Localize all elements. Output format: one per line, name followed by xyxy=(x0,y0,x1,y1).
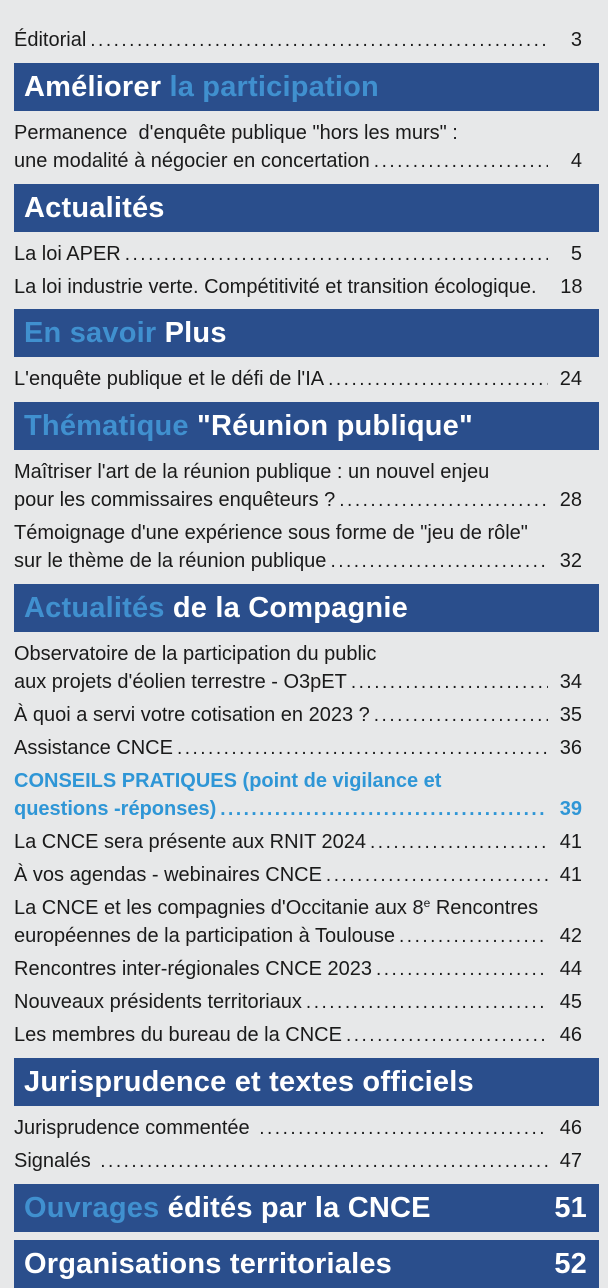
toc-entry[interactable] xyxy=(14,828,582,857)
toc-section-banner xyxy=(14,402,599,450)
page-number: 41 xyxy=(559,831,582,853)
page-number: 24 xyxy=(559,368,582,390)
banner-text-primary: de la Compagnie xyxy=(172,591,408,624)
toc-entry-title: Maîtriser l'art de la réunion publique : un nouvel enjeu xyxy=(14,461,490,483)
dot-leader xyxy=(330,547,548,576)
page-number: 5 xyxy=(570,243,582,265)
banner-text-accent: Ouvrages xyxy=(24,1191,168,1224)
toc-entry[interactable] xyxy=(14,767,582,824)
toc-entry-title: Permanence d'enquête publique "hors les murs" : xyxy=(14,122,458,144)
toc-entry-title: une modalité à négocier en concertation xyxy=(14,150,370,172)
toc-entry-title: Nouveaux présidents territoriaux xyxy=(14,991,302,1013)
toc-entry[interactable] xyxy=(14,26,582,55)
toc-entry-title: questions -réponses) xyxy=(14,798,217,820)
toc-entry-line xyxy=(14,147,582,176)
dot-leader xyxy=(346,1021,548,1050)
toc-entry[interactable] xyxy=(14,701,582,730)
dot-leader xyxy=(374,701,548,730)
dot-leader xyxy=(339,486,548,515)
page-number: 47 xyxy=(559,1150,582,1172)
toc-entry-title: La CNCE et les compagnies d'Occitanie aux 8e Rencontres xyxy=(14,896,539,919)
toc-entry[interactable] xyxy=(14,458,582,515)
toc-entry-line xyxy=(14,365,582,394)
banner-text-accent: Actualités xyxy=(24,591,173,624)
toc-entry[interactable] xyxy=(14,1147,582,1176)
toc-entry-line xyxy=(14,1114,582,1143)
toc-entry-line xyxy=(14,767,582,795)
toc-entry[interactable] xyxy=(14,365,582,394)
page-number: 39 xyxy=(559,798,582,820)
toc-entry-line xyxy=(14,701,582,730)
toc-entry-line xyxy=(14,640,582,668)
dot-leader xyxy=(306,988,548,1017)
toc-entry-title: Signalés xyxy=(14,1150,97,1172)
banner-page-number: 52 xyxy=(554,1247,587,1280)
page-number: 32 xyxy=(559,550,582,572)
toc-entry-line xyxy=(14,519,582,547)
banner-text-primary: Organisations territoriales xyxy=(24,1247,393,1280)
toc-section-banner xyxy=(14,584,599,632)
toc-section-banner xyxy=(14,184,599,232)
banner-text-primary: Actualités xyxy=(24,191,165,224)
toc-entry-title: L'enquête publique et le défi de l'IA xyxy=(14,368,325,390)
toc-entry-title: sur le thème de la réunion publique xyxy=(14,550,327,572)
toc-list xyxy=(0,26,608,1288)
banner-text-primary: édités par la CNCE xyxy=(167,1191,431,1224)
toc-entry[interactable] xyxy=(14,273,582,301)
toc-entry-line xyxy=(14,668,582,697)
banner-text-accent: En savoir xyxy=(24,316,165,349)
toc-entry-line xyxy=(14,547,582,576)
toc-entry-title: Observatoire de la participation du public xyxy=(14,643,377,665)
dot-leader xyxy=(100,1147,548,1176)
page-number: 4 xyxy=(570,150,582,172)
dot-leader xyxy=(376,955,548,984)
toc-entry[interactable] xyxy=(14,734,582,763)
page-number: 42 xyxy=(559,925,582,947)
page-number: 44 xyxy=(559,958,582,980)
toc-entry-line xyxy=(14,1147,582,1176)
toc-entry[interactable] xyxy=(14,240,582,269)
toc-entry-line xyxy=(14,734,582,763)
toc-entry-line xyxy=(14,1021,582,1050)
toc-entry-title: Assistance CNCE xyxy=(14,737,173,759)
banner-page-number: 51 xyxy=(554,1191,587,1224)
toc-entry-line xyxy=(14,988,582,1017)
toc-entry[interactable] xyxy=(14,894,582,951)
toc-entry-line xyxy=(14,922,582,951)
dot-leader xyxy=(125,240,548,269)
toc-section-banner xyxy=(14,309,599,357)
toc-entry[interactable] xyxy=(14,640,582,697)
toc-section-banner xyxy=(14,1184,599,1232)
dot-leader xyxy=(370,828,548,857)
page-number: 18 xyxy=(560,276,583,298)
page-number: 28 xyxy=(559,489,582,511)
toc-entry[interactable] xyxy=(14,119,582,176)
toc-entry[interactable] xyxy=(14,861,582,890)
toc-section-banner xyxy=(14,63,599,111)
toc-entry-title: Témoignage d'une expérience sous forme de "jeu de rôle" xyxy=(14,522,528,544)
toc-entry-title: aux projets d'éolien terrestre - O3pET xyxy=(14,671,347,693)
toc-entry[interactable] xyxy=(14,519,582,576)
toc-entry-line xyxy=(14,273,582,301)
toc-entry-title: européennes de la participation à Toulouse xyxy=(14,925,396,947)
page-number: 41 xyxy=(559,864,582,886)
toc-entry-line xyxy=(14,955,582,984)
toc-entry-line xyxy=(14,795,582,824)
dot-leader xyxy=(177,734,548,763)
dot-leader xyxy=(90,26,548,55)
toc-entry-line xyxy=(14,458,582,486)
toc-entry-line xyxy=(14,486,582,515)
toc-entry-title: Éditorial xyxy=(14,29,87,51)
toc-entry-line xyxy=(14,119,582,147)
dot-leader xyxy=(351,668,548,697)
toc-entry[interactable] xyxy=(14,988,582,1017)
page-number: 34 xyxy=(559,671,582,693)
toc-entry-line xyxy=(14,26,582,55)
page-number: 45 xyxy=(559,991,582,1013)
toc-entry-title: Rencontres inter-régionales CNCE 2023 xyxy=(14,958,372,980)
page-number: 46 xyxy=(559,1117,582,1139)
page-number: 36 xyxy=(559,737,582,759)
toc-entry[interactable] xyxy=(14,1021,582,1050)
toc-entry-line xyxy=(14,240,582,269)
toc-entry-title: À quoi a servi votre cotisation en 2023 ? xyxy=(14,704,370,726)
toc-entry-title: Jurisprudence commentée xyxy=(14,1117,256,1139)
toc-section-banner xyxy=(14,1058,599,1106)
banner-text-primary: "Réunion publique" xyxy=(197,409,473,442)
toc-entry-title: À vos agendas - webinaires CNCE xyxy=(14,864,322,886)
toc-entry-line xyxy=(14,828,582,857)
page-number: 35 xyxy=(559,704,582,726)
toc-entry-line xyxy=(14,894,582,922)
banner-text-primary: Améliorer xyxy=(24,70,170,103)
toc-section-banner xyxy=(14,1240,599,1288)
dot-leader xyxy=(328,365,548,394)
page-number: 46 xyxy=(559,1024,582,1046)
dot-leader xyxy=(374,147,548,176)
banner-text-accent: Thématique xyxy=(24,409,197,442)
toc-entry-line xyxy=(14,861,582,890)
toc-entry-title: La CNCE sera présente aux RNIT 2024 xyxy=(14,831,367,853)
toc-entry[interactable] xyxy=(14,955,582,984)
dot-leader xyxy=(326,861,548,890)
dot-leader xyxy=(220,795,548,824)
toc-entry-title: pour les commissaires enquêteurs ? xyxy=(14,489,336,511)
toc-entry-title: CONSEILS PRATIQUES (point de vigilance et xyxy=(14,770,442,792)
page-number: 3 xyxy=(570,29,582,51)
superscript-ordinal: e xyxy=(423,896,431,910)
toc-entry-title: La loi industrie verte. Compétitivité et transition écologique. xyxy=(14,276,537,298)
banner-text-primary: Jurisprudence et textes officiels xyxy=(24,1065,474,1098)
banner-text-primary: Plus xyxy=(164,316,227,349)
banner-text-accent: la participation xyxy=(169,70,379,103)
toc-entry-title: La loi APER xyxy=(14,243,121,265)
dot-leader xyxy=(259,1114,548,1143)
toc-entry[interactable] xyxy=(14,1114,582,1143)
toc-entry-title: Les membres du bureau de la CNCE xyxy=(14,1024,342,1046)
dot-leader xyxy=(399,922,548,951)
